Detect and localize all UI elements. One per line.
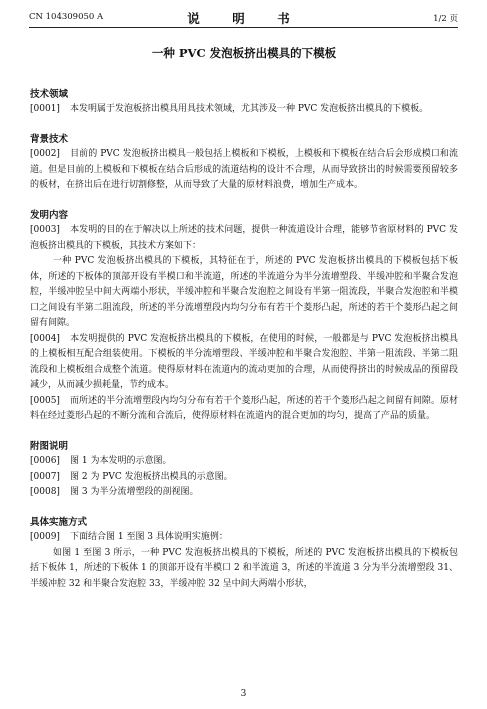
paragraph-text: 而所述的半分流增塑段内均匀分布有若干个菱形凸起，所述的若干个菱形凸起之间留有间隙。原材料在经过菱形凸起的不断分流和合流后，使得原材料在流道内的混合更加的均匀，提高了产品的质量。: [30, 395, 458, 421]
paragraph-0001: [30, 102, 458, 118]
paragraph-0006: [30, 454, 458, 470]
paragraph-number: [0009]: [30, 532, 60, 542]
section-heading-tech-field: 技术领域: [30, 88, 69, 100]
paragraph-0004: [30, 332, 458, 394]
paragraph-text: 下面结合图 1 至图 3 具体说明实施例：: [70, 532, 228, 542]
paragraph-text: 本发明的目的在于解决以上所述的技术问题，提供一种流道设计合理，能够节省原材料的 PVC 发泡板挤出模具的下模板，其技术方案如下：: [30, 225, 458, 251]
page-header: [29, 9, 458, 25]
paragraph-0009-continued: 如图 1 至图 3 所示，一种 PVC 发泡板挤出模具的下模板，所述的 PVC 发泡板挤出模具的下模板包括下板体 1，所述的下板体 1 的顶部开设有半模口 2 和半流道 3，所述的半流道 3 分为半分流增塑段 31、半缓冲腔 32 和半聚合发泡腔 33，半缓冲腔 32 呈中间大两端小形状，: [30, 547, 458, 589]
document-type: 说 明 书: [187, 11, 300, 26]
document-body: [30, 46, 458, 592]
paragraph-0008: [30, 485, 458, 501]
document-title: 一种 PVC 发泡板挤出模具的下模板: [151, 46, 337, 60]
publication-number: CN 104309050 A: [29, 12, 104, 22]
paragraph-number: [0004]: [30, 333, 60, 344]
paragraph-text: 图 1 为本发明的示意图。: [70, 456, 172, 466]
paragraph-0009: [30, 530, 458, 546]
paragraph-0003: [30, 223, 458, 254]
paragraph-number: [0006]: [30, 456, 60, 466]
paragraph-text: 目前的 PVC 发泡板挤出模具一般包括上模板和下模板，上模板和下模板在结合后会形成模口和流道。但是目前的上模板和下模板在结合后形成的流道结构的设计不合理，从而导致挤出的时候需要预留较多的板材，在挤出后在进行切割修整，从而导致了大量的原材料浪费，增加生产成本。: [30, 149, 458, 190]
header-rule: [29, 27, 458, 28]
paragraph-number: [0007]: [30, 471, 60, 482]
page-ratio: 1/2 页: [433, 14, 458, 24]
page-number: 3: [240, 689, 247, 699]
paragraph-number: [0001]: [30, 104, 60, 114]
paragraph-text: 本发明提供的 PVC 发泡板挤出模具的下模板，在使用的时候，一般都是与 PVC 发泡板挤出模具的上模板相互配合组装使用。下模板的半分流增塑段、半缓冲腔和半聚合发泡腔、半第一阻流段、半第二阻流段和上模板组合成整个流道。使得原材料在流道内的流动更加的合理，从而使得挤出的时候成品的预留段减少，从而减少损耗量，节约成本。: [30, 333, 458, 390]
paragraph-text: 图 2 为 PVC 发泡板挤出模具的示意图。: [70, 471, 233, 482]
paragraph-number: [0003]: [30, 225, 60, 235]
paragraph-0002: [30, 147, 458, 194]
paragraph-0005: [30, 394, 458, 425]
paragraph-0007: [30, 470, 458, 486]
section-heading-drawings: 附图说明: [30, 440, 69, 452]
paragraph-number: [0008]: [30, 487, 60, 497]
paragraph-number: [0005]: [30, 395, 60, 406]
section-heading-embodiment: 具体实施方式: [30, 516, 88, 528]
paragraph-text: 图 3 为半分流增塑段的剖视图。: [70, 487, 199, 497]
paragraph-number: [0002]: [30, 149, 60, 159]
section-heading-summary: 发明内容: [30, 209, 69, 221]
paragraph-text: 本发明属于发泡板挤出模具用具技术领域，尤其涉及一种 PVC 发泡板挤出模具的下模板。: [70, 104, 429, 114]
paragraph-0003-continued: 一种 PVC 发泡板挤出模具的下模板，其特征在于，所述的 PVC 发泡板挤出模具的下模板包括下板体，所述的下板体的顶部开设有半模口和半流道，所述的半流道分为半分流增塑段、半缓冲腔和半聚合发泡腔，半缓冲腔呈中间大两端小形状，半缓冲腔和半聚合发泡腔之间设有半第一阻流段，半聚合发泡腔和半模口之间设有半第二阻流段，所述的半分流增塑段内均匀分布有若干个菱形凸起，所述的若干个菱形凸起之间留有间隙。: [30, 256, 458, 328]
section-heading-background: 背景技术: [30, 133, 69, 145]
